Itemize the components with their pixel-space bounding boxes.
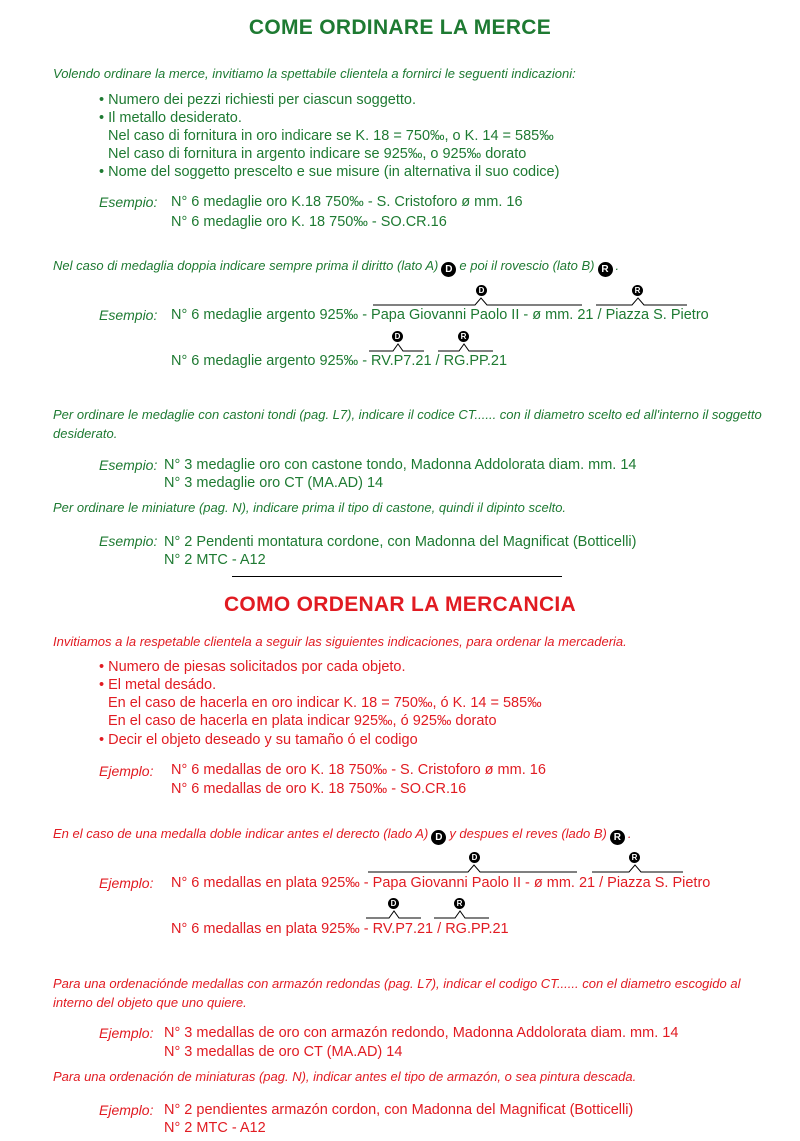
spanish-gold-note: En el caso de hacerla en oro indicar K. 18 = 750‰, ó K. 14 = 585‰ — [108, 695, 542, 711]
spanish-double-text-b: y despues el reves (lado B) — [449, 826, 607, 841]
spanish-back-bracket-1 — [592, 860, 684, 874]
spanish-miniature-note: Para una ordenación de miniaturas (pag. N), indicar antes el tipo de armazón, o sea pintura descada. — [53, 1069, 637, 1084]
bracket-r-icon: R — [458, 331, 469, 342]
italian-example-3-line-2: N° 3 medaglie oro CT (MA.AD) 14 — [164, 475, 384, 491]
italian-example-2-line-1: N° 6 medaglie argento 925‰ - Papa Giovanni Paolo II - ø mm. 21 / Piazza S. Pietro — [171, 307, 709, 323]
italian-back-bracket-1 — [596, 293, 688, 307]
italian-example-2-label: Esempio: — [99, 307, 158, 323]
spanish-bullet-metal: • El metal desádo. — [99, 677, 217, 693]
bracket-r-icon: R — [629, 852, 640, 863]
bracket-d-icon: D — [476, 285, 487, 296]
bracket-r-icon: R — [454, 898, 465, 909]
italian-example-1-line-1: N° 6 medaglie oro K.18 750‰ - S. Cristoforo ø mm. 16 — [171, 194, 523, 210]
spanish-bullet-subject: • Decir el objeto deseado y su tamaño ó el codigo — [99, 732, 418, 748]
italian-bullet-metal: • Il metallo desiderato. — [99, 110, 242, 126]
spanish-example-2-line-2: N° 6 medallas en plata 925‰ - RV.P7.21 / RG.PP.21 — [171, 921, 509, 937]
italian-bullet-subject: • Nome del soggetto prescelto e sue misure (in alternativa il suo codice) — [99, 164, 560, 180]
italian-castoni-note: Per ordinare le medaglie con castoni tondi (pag. L7), indicare il codice CT...... con il diametro scelto ed all'interno il soggetto desiderato. — [53, 407, 762, 441]
bracket-d-icon: D — [392, 331, 403, 342]
italian-example-2-line-2: N° 6 medaglie argento 925‰ - RV.P7.21 / RG.PP.21 — [171, 353, 508, 369]
italian-example-4-line-1: N° 2 Pendenti montatura cordone, con Madonna del Magnificat (Botticelli) — [164, 534, 637, 550]
spanish-example-3-line-2: N° 3 medallas de oro CT (MA.AD) 14 — [164, 1044, 403, 1060]
spanish-double-medal-note: En el caso de una medalla doble indicar antes el derecto (lado A) D y despues el reves (lado B) R . — [53, 826, 632, 843]
italian-bullet-pieces: • Numero dei pezzi richiesti per ciascun soggetto. — [99, 92, 416, 108]
spanish-example-1-line-2: N° 6 medallas de oro K. 18 750‰ - SO.CR.16 — [171, 781, 467, 797]
italian-silver-note: Nel caso di fornitura in argento indicare se 925‰, o 925‰ dorato — [108, 146, 527, 162]
bracket-d-icon: D — [469, 852, 480, 863]
front-side-d-icon: D — [441, 262, 456, 277]
italian-intro: Volendo ordinare la merce, invitiamo la spettabile clientela a fornirci le seguenti indicazioni: — [53, 66, 576, 81]
spanish-silver-note: En el caso de hacerla en plata indicar 925‰, ó 925‰ dorato — [108, 713, 497, 729]
bracket-r-icon: R — [632, 285, 643, 296]
spanish-castoni-note: Para una ordenaciónde medallas con armazón redondas (pag. L7), indicar el codigo CT...... con el diametro escogido al interno del objeto que uno quiere. — [53, 976, 741, 1010]
italian-gold-note: Nel caso di fornitura in oro indicare se K. 18 = 750‰, o K. 14 = 585‰ — [108, 128, 554, 144]
bracket-d-icon: D — [388, 898, 399, 909]
italian-example-3-line-1: N° 3 medaglie oro con castone tondo, Madonna Addolorata diam. mm. 14 — [164, 457, 637, 473]
spanish-example-1-label: Ejemplo: — [99, 763, 154, 779]
italian-double-text-b: e poi il rovescio (lato B) — [459, 258, 595, 273]
italian-miniature-note: Per ordinare le miniature (pag. N), indicare prima il tipo di castone, quindi il dipinto scelto. — [53, 500, 567, 515]
back-side-r-icon: R — [610, 830, 625, 845]
italian-double-text-a: Nel caso di medaglia doppia indicare sempre prima il diritto (lato A) — [53, 258, 439, 273]
italian-example-1-label: Esempio: — [99, 194, 158, 210]
back-side-r-icon: R — [598, 262, 613, 277]
spanish-example-1-line-1: N° 6 medallas de oro K. 18 750‰ - S. Cristoforo ø mm. 16 — [171, 762, 546, 778]
spanish-title: COMO ORDENAR LA MERCANCIA — [223, 593, 577, 616]
italian-title: COME ORDINARE LA MERCE — [248, 16, 552, 39]
italian-example-1-line-2: N° 6 medaglie oro K. 18 750‰ - SO.CR.16 — [171, 214, 447, 230]
italian-double-medal-note: Nel caso di medaglia doppia indicare sempre prima il diritto (lato A) D e poi il rovescio (lato B) R . — [53, 258, 620, 275]
italian-example-4-line-2: N° 2 MTC - A12 — [164, 552, 266, 568]
spanish-example-2-line-1: N° 6 medallas en plata 925‰ - Papa Giovanni Paolo II - ø mm. 21 / Piazza S. Pietro — [171, 875, 711, 891]
section-divider — [232, 576, 562, 577]
italian-example-3-label: Esempio: — [99, 457, 158, 473]
spanish-example-2-label: Ejemplo: — [99, 875, 154, 891]
spanish-example-3-line-1: N° 3 medallas de oro con armazón redondo, Madonna Addolorata diam. mm. 14 — [164, 1025, 679, 1041]
front-side-d-icon: D — [431, 830, 446, 845]
spanish-example-4-line-1: N° 2 pendientes armazón cordon, con Madonna del Magnificat (Botticelli) — [164, 1102, 634, 1118]
spanish-bullet-pieces: • Numero de piesas solicitados por cada objeto. — [99, 659, 406, 675]
spanish-intro: Invitiamos a la respetable clientela a seguir las siguientes indicaciones, para ordenar la mercaderia. — [53, 634, 627, 649]
italian-example-4-label: Esempio: — [99, 533, 158, 549]
spanish-example-4-line-2: N° 2 MTC - A12 — [164, 1120, 266, 1136]
spanish-double-text-a: En el caso de una medalla doble indicar antes el derecto (lado A) — [53, 826, 429, 841]
spanish-example-3-label: Ejemplo: — [99, 1025, 154, 1041]
spanish-example-4-label: Ejemplo: — [99, 1102, 154, 1118]
